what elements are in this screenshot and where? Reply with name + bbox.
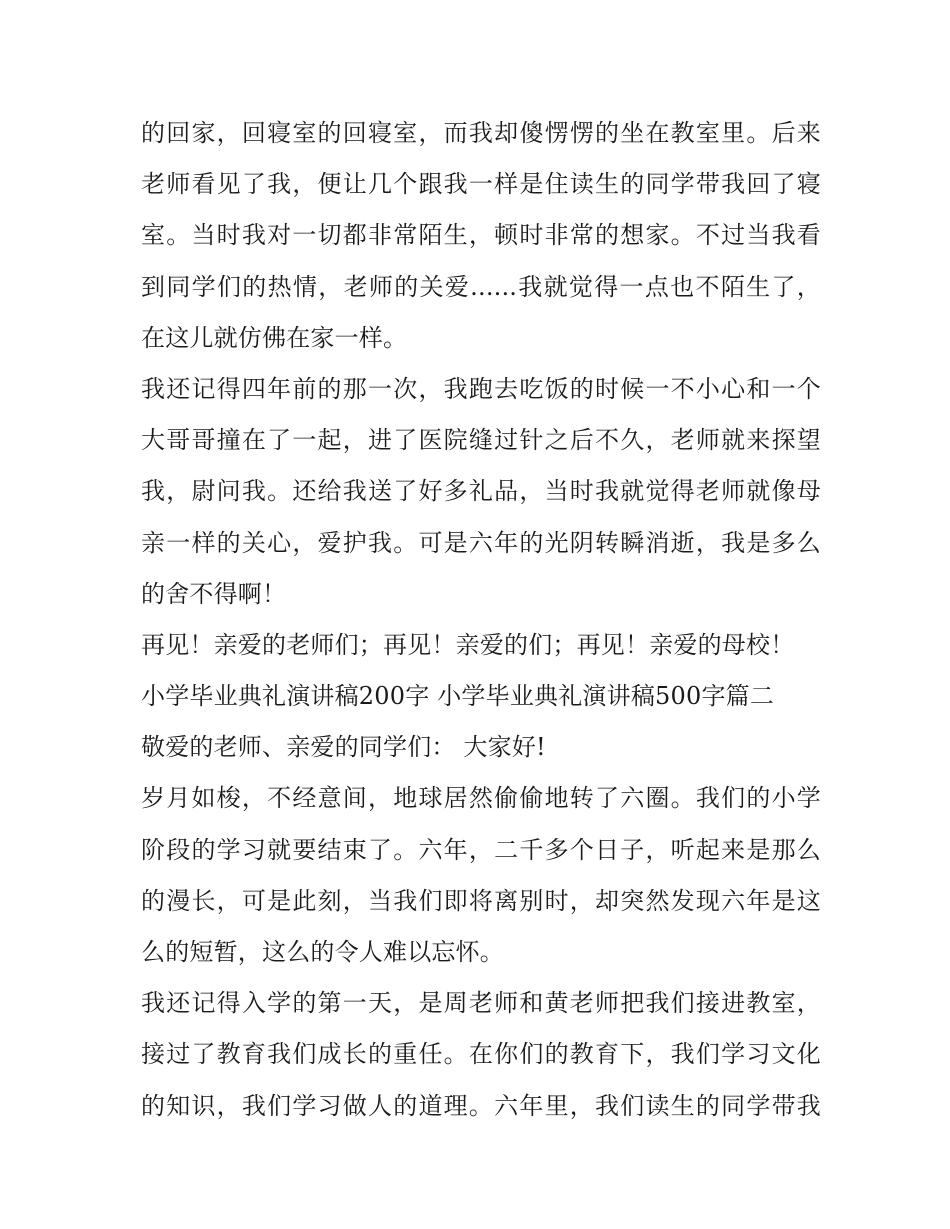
salutation-line: 敬爱的老师、亲爱的同学们： 大家好!	[141, 733, 546, 762]
text-line: 大哥哥撞在了一起，进了医院缝过针之后不久，老师就来探望	[141, 426, 821, 455]
text-line: 的舍不得啊！	[141, 579, 287, 608]
text-line: 的知识，我们学习做人的道理。六年里，我们读生的同学带我	[141, 1091, 821, 1120]
text-line: 我还记得四年前的那一次，我跑去吃饭的时候一不小心和一个	[141, 374, 821, 403]
document-body	[141, 108, 821, 1132]
text-line: 老师看见了我，便让几个跟我一样是住读生的同学带我回了寝	[141, 170, 821, 199]
text-line: 么的短暂，这么的令人难以忘怀。	[141, 938, 504, 966]
text-line: 我，尉问我。还给我送了好多礼品，当时我就觉得老师就像母	[141, 477, 821, 506]
text-line: 在这儿就仿佛在家一样。	[141, 323, 408, 352]
text-line: 的漫长，可是此刻，当我们即将离别时，却突然发现六年是这	[141, 886, 821, 915]
text-line: 岁月如梭，不经意间，地球居然偷偷地转了六圈。我们的小学	[141, 784, 821, 813]
text-line: 到同学们的热情，老师的关爱......我就觉得一点也不陌生了，	[141, 272, 821, 301]
text-line: 的回家，回寝室的回寝室，而我却傻愣愣的坐在教室里。后来	[141, 119, 821, 147]
text-line: 亲一样的关心，爱护我。可是六年的光阴转瞬消逝，我是多么	[141, 528, 821, 557]
heading-line: 小学毕业典礼演讲稿200字 小学毕业典礼演讲稿500字篇二	[141, 682, 775, 711]
text-line: 再见！亲爱的老师们；再见！亲爱的们；再见！亲爱的母校！	[141, 630, 795, 659]
text-line: 室。当时我对一切都非常陌生，顿时非常的想家。不过当我看	[141, 221, 821, 250]
text-line: 接过了教育我们成长的重任。在你们的教育下，我们学习文化	[141, 1040, 821, 1069]
text-line: 阶段的学习就要结束了。六年，二千多个日子，听起来是那么	[141, 835, 821, 864]
text-line: 我还记得入学的第一天，是周老师和黄老师把我们接进教室，	[141, 989, 821, 1018]
